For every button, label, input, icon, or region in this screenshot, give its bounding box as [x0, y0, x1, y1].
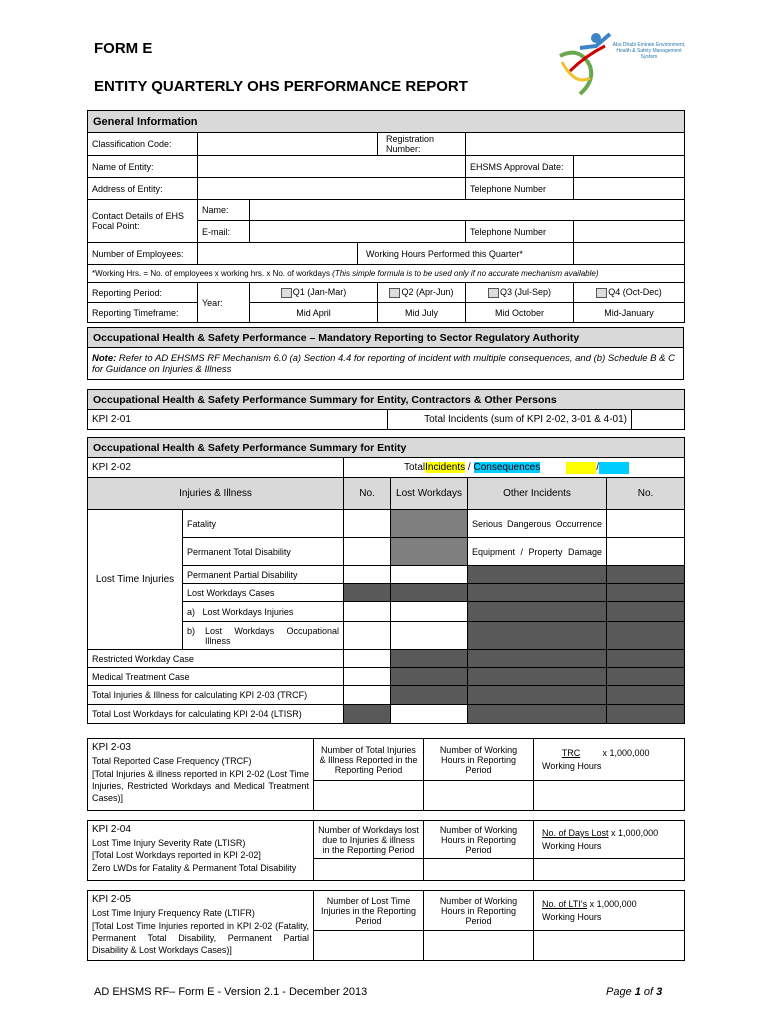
classification-code-field[interactable] [198, 133, 378, 156]
mandatory-note [88, 348, 684, 380]
kpi-204-desc2: Zero LWDs for Fatality & Permanent Total Disability [92, 863, 297, 873]
ltisr-no-disabled [344, 705, 391, 724]
kpi-204-col2: Number of Working Hours in Reporting Period [424, 821, 534, 859]
kpi-204-result[interactable] [534, 859, 685, 881]
approval-date-label: EHSMS Approval Date: [466, 156, 574, 178]
other-no-disabled-7 [607, 686, 685, 705]
lwc-lost-disabled [391, 584, 468, 602]
kpi-202-label: KPI 2-02 [88, 458, 344, 478]
approval-date-field[interactable] [574, 156, 685, 178]
lwoi-lost-field[interactable] [391, 622, 468, 650]
kpi-205-formula-den: Working Hours [542, 912, 602, 922]
kpi-203-formula-den: Working Hours [542, 761, 602, 771]
contact-email-field[interactable] [250, 221, 466, 243]
other-no-disabled-5 [607, 650, 685, 668]
page-total: 3 [656, 986, 663, 998]
kpi-203-formula-num: TRC [561, 748, 581, 758]
other-disabled-4 [468, 622, 607, 650]
employees-label: Number of Employees: [88, 243, 198, 265]
col-no-header: No. [344, 478, 391, 510]
registration-number-label: Registration Number: [378, 133, 466, 156]
q3-label: Q3 (Jul-Sep) [499, 287, 552, 298]
total-ltisr-label: Total Lost Workdays for calculating KPI 2-04 (LTISR) [88, 705, 344, 724]
other-disabled-6 [468, 668, 607, 686]
trcf-lost-disabled [391, 686, 468, 705]
fatality-lost-disabled [391, 510, 468, 538]
lwi-text: Lost Workdays Injuries [202, 606, 294, 617]
telephone-label: Telephone Number [466, 178, 574, 200]
lwc-no-disabled [344, 584, 391, 602]
total-trcf-field[interactable] [344, 686, 391, 705]
medical-no-field[interactable] [344, 668, 391, 686]
lwi-a: a) [187, 606, 196, 617]
general-info-header: General Information [88, 111, 685, 133]
kpi-204-value-1[interactable] [314, 859, 424, 881]
consequences-value-field[interactable] [599, 462, 629, 474]
kpi-203-table [87, 738, 685, 811]
col-lost-header: Lost Workdays [391, 478, 468, 510]
page-of: of [640, 986, 657, 998]
kpi-205-col2: Number of Working Hours in Reporting Period [424, 891, 534, 931]
restricted-lost-disabled [391, 650, 468, 668]
summary-entity-header: Occupational Health & Safety Performance Summary for Entity [88, 438, 685, 458]
fatality-no-field[interactable] [344, 510, 391, 538]
contact-email-label: E-mail: [198, 221, 250, 243]
lost-time-injuries-label: Lost Time Injuries [88, 510, 183, 650]
total-ltisr-field[interactable] [391, 705, 468, 724]
ppd-lost-field[interactable] [391, 566, 468, 584]
deadline-q2: Mid July [378, 303, 466, 323]
kpi-204-label: KPI 2-04 [92, 824, 131, 835]
page-label: Page [606, 986, 635, 998]
medical-lost-disabled [391, 668, 468, 686]
kpi-205-col1: Number of Lost Time Injuries in the Reporting Period [314, 891, 424, 931]
other-disabled-2 [468, 584, 607, 602]
kpi-204-desc-cell [88, 821, 314, 881]
summary-all-table [87, 389, 685, 430]
lwoi-no-field[interactable] [344, 622, 391, 650]
col-other-header: Other Incidents [468, 478, 607, 510]
other-disabled-1 [468, 566, 607, 584]
summary-all-header: Occupational Health & Safety Performance Summary for Entity, Contractors & Other Persons [88, 390, 685, 410]
kpi-203-label: KPI 2-03 [92, 742, 131, 753]
working-hours-field[interactable] [574, 243, 685, 265]
q1-label: Q1 (Jan-Mar) [292, 287, 347, 298]
kpi-203-result[interactable] [534, 781, 685, 811]
kpi-203-formula [534, 739, 685, 781]
other-disabled-5 [468, 650, 607, 668]
kpi-203-name: Total Reported Case Frequency (TRCF) [92, 756, 252, 766]
lwoi-text: Lost Workdays Occupational Illness [205, 625, 339, 646]
other-disabled-3 [468, 602, 607, 622]
address-label: Address of Entity: [88, 178, 198, 200]
mandatory-reporting-table [87, 327, 684, 380]
q4-checkbox[interactable] [574, 283, 685, 303]
form-id: FORM E [94, 40, 153, 57]
checkbox-icon[interactable] [488, 288, 499, 298]
lwi-label [183, 602, 344, 622]
kpi-205-table [87, 890, 685, 961]
kpi-205-label: KPI 2-05 [92, 894, 131, 905]
ppd-no-field[interactable] [344, 566, 391, 584]
contact-name-field[interactable] [250, 200, 685, 221]
contact-name-label: Name: [198, 200, 250, 221]
deadline-q1: Mid April [250, 303, 378, 323]
ptd-label: Permanent Total Disability [183, 538, 344, 566]
kpi-205-desc-cell [88, 891, 314, 961]
general-info-table [87, 110, 685, 323]
kpi-205-formula [534, 891, 685, 931]
ppd-label: Permanent Partial Disability [183, 566, 344, 584]
footer-version: AD EHSMS RF– Form E - Version 2.1 - December 2013 [94, 986, 368, 998]
equipment-damage-label: Equipment / Property Damage [468, 538, 607, 566]
restricted-label: Restricted Workday Case [88, 650, 344, 668]
restricted-no-field[interactable] [344, 650, 391, 668]
working-hours-label: Working Hours Performed this Quarter* [358, 243, 574, 265]
kpi-204-formula [534, 821, 685, 859]
kpi-203-desc-cell [88, 739, 314, 811]
other-no-disabled-4 [607, 622, 685, 650]
col-no2-header: No. [607, 478, 685, 510]
classification-code-label: Classification Code: [88, 133, 198, 156]
kpi-203-col2: Number of Working Hours in Reporting Period [424, 739, 534, 781]
kpi-203-col1: Number of Total Injuries & Illness Reported in the Reporting Period [314, 739, 424, 781]
incidents-highlight: Incidents [425, 462, 466, 473]
other-no-disabled-3 [607, 602, 685, 622]
kpi-201-label: KPI 2-01 [88, 410, 388, 430]
checkbox-icon[interactable] [596, 288, 607, 298]
q2-checkbox[interactable] [378, 283, 466, 303]
ptd-lost-disabled [391, 538, 468, 566]
checkbox-icon[interactable] [281, 288, 292, 298]
kpi-205-formula-num: No. of LTI's [542, 899, 588, 909]
note-prefix: *Working Hrs. = No. of employees x working hrs. x No. of workdays [92, 269, 333, 278]
deadline-q3: Mid October [466, 303, 574, 323]
checkbox-icon[interactable] [389, 288, 400, 298]
logo-text: Abu Dhabi Emirate Environment, Health & Safety Management System [612, 42, 686, 60]
kpi-205-result[interactable] [534, 931, 685, 961]
kpi-204-value-2[interactable] [424, 859, 534, 881]
kpi-202-total [344, 458, 685, 478]
q3-checkbox[interactable] [466, 283, 574, 303]
kpi-203-formula-mult: x 1,000,000 [602, 748, 650, 758]
incidents-value-field[interactable] [566, 462, 596, 474]
other-no-disabled-6 [607, 668, 685, 686]
ptd-no-field[interactable] [344, 538, 391, 566]
reporting-timeframe-label: Reporting Timeframe: [88, 303, 198, 323]
employees-field[interactable] [198, 243, 358, 265]
reporting-period-label: Reporting Period: [88, 283, 198, 303]
serious-occurrence-label: Serious Dangerous Occurrence [468, 510, 607, 538]
q2-label: Q2 (Apr-Jun) [401, 287, 454, 298]
form-title: ENTITY QUARTERLY OHS PERFORMANCE REPORT [94, 78, 468, 95]
other-disabled-8 [468, 705, 607, 724]
contact-telephone-label: Telephone Number [466, 221, 574, 243]
entity-name-label: Name of Entity: [88, 156, 198, 178]
kpi-204-table [87, 820, 685, 881]
deadline-q4: Mid-January [574, 303, 685, 323]
total-incidents-field[interactable] [632, 410, 685, 430]
contact-telephone-field[interactable] [574, 221, 685, 243]
kpi-205-name: Lost Time Injury Frequency Rate (LTIFR) [92, 908, 255, 918]
address-field[interactable] [198, 178, 466, 200]
working-hours-note [88, 265, 685, 283]
lwoi-label [183, 622, 344, 650]
q1-checkbox[interactable] [250, 283, 378, 303]
other-no-disabled-1 [607, 566, 685, 584]
footer-page [606, 986, 662, 998]
kpi-205-value-2[interactable] [424, 931, 534, 961]
entity-name-field[interactable] [198, 156, 466, 178]
total-trcf-label: Total Injuries & Illness for calculating KPI 2-03 (TRCF) [88, 686, 344, 705]
registration-number-field[interactable] [466, 133, 685, 156]
kpi-204-formula-mult: x 1,000,000 [611, 828, 659, 838]
lwi-lost-field[interactable] [391, 602, 468, 622]
other-disabled-7 [468, 686, 607, 705]
telephone-field[interactable] [574, 178, 685, 200]
year-label: Year: [198, 283, 250, 323]
summary-entity-table [87, 437, 685, 724]
slash-2: / [596, 462, 599, 473]
consequences-highlight: Consequences [473, 462, 541, 473]
lwoi-b: b) [187, 625, 196, 636]
kpi-205-desc: [Total Lost Time Injuries reported in KPI 2-02 (Fatality, Permanent Total Disability, Permanent Partial Disability & Lost Workdays Cases)] [92, 921, 309, 955]
kpi-203-value-1[interactable] [314, 781, 424, 811]
kpi-204-formula-den: Working Hours [542, 841, 602, 851]
kpi-204-desc: [Total Lost Workdays reported in KPI 2-02] [92, 850, 261, 860]
total-incidents-label: Total Incidents (sum of KPI 2-02, 3-01 & 4-01) [388, 410, 632, 430]
lwc-label: Lost Workdays Cases [183, 584, 344, 602]
kpi-203-desc: [Total Injuries & illness reported in KPI 2-02 (Lost Time Injuries, Restricted Workdays and Medical Treatment Cases)] [92, 769, 309, 803]
kpi-204-col1: Number of Workdays lost due to Injuries & illness in the Reporting Period [314, 821, 424, 859]
equipment-damage-field[interactable] [607, 538, 685, 566]
lwi-no-field[interactable] [344, 602, 391, 622]
note-text: Refer to AD EHSMS RF Mechanism 6.0 (a) Section 4.4 for reporting of incident with multiple consequences, and (b) Schedule B & C for Guidance on Injuries & Illness [92, 352, 675, 375]
q4-label: Q4 (Oct-Dec) [608, 287, 662, 298]
kpi-203-value-2[interactable] [424, 781, 534, 811]
note-label: Note: [92, 352, 117, 364]
total-prefix: Total [404, 462, 426, 473]
page-num: 1 [634, 986, 641, 998]
logo-figure-icon [550, 26, 620, 98]
medical-label: Medical Treatment Case [88, 668, 344, 686]
kpi-205-formula-mult: x 1,000,000 [589, 899, 637, 909]
serious-occurrence-field[interactable] [607, 510, 685, 538]
other-no-disabled-8 [607, 705, 685, 724]
contact-details-label: Contact Details of EHS Focal Point: [88, 200, 198, 243]
fatality-label: Fatality [183, 510, 344, 538]
other-no-disabled-2 [607, 584, 685, 602]
kpi-204-formula-num: No. of Days Lost [542, 828, 609, 838]
kpi-205-value-1[interactable] [314, 931, 424, 961]
slash: / [465, 462, 474, 473]
col-injuries-header: Injuries & Illness [88, 478, 344, 510]
note-italic: (This simple formula is to be used only if no accurate mechanism available) [332, 269, 599, 278]
mandatory-header: Occupational Health & Safety Performance – Mandatory Reporting to Sector Regulatory Authority [88, 328, 684, 348]
ehsms-logo [550, 26, 685, 98]
kpi-204-name: Lost Time Injury Severity Rate (LTISR) [92, 838, 246, 848]
